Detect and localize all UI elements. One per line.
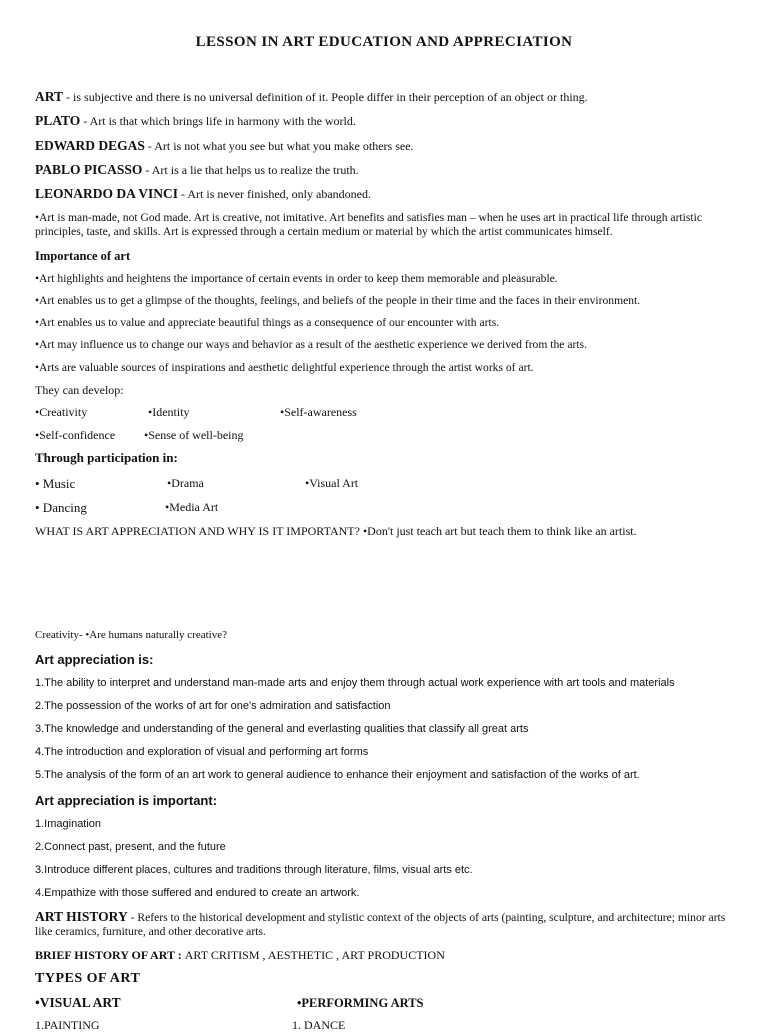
brief-history-text: ART CRITISM , AESTHETIC , ART PRODUCTION [184,948,445,962]
definition-term: EDWARD DEGAS [35,138,145,153]
important-item: 3.Introduce different places, cultures and traditions through literature, films, visual arts etc. [35,864,473,876]
definition-plato [35,114,738,128]
definition-degas [35,139,738,153]
appreciation-item: 3.The knowledge and understanding of the general and everlasting qualities that classify all great arts [35,723,529,735]
appreciation-item: 4.The introduction and exploration of visual and performing art forms [35,746,369,758]
types-partial-item: 1. DANCE [292,1018,346,1032]
participation-item: •Drama [167,476,204,490]
participation-item: • Dancing [35,500,87,515]
page-title: LESSON IN ART EDUCATION AND APPRECIATION [195,34,573,50]
definition-term: ART [35,89,64,104]
definition-term: PABLO PICASSO [35,162,143,177]
appreciation-item: 5.The analysis of the form of an art work to general audience to enhance their enjoyment and satisfaction of the works of art. [35,769,640,781]
important-heading: Art appreciation is important: [35,793,218,808]
develop-label: They can develop: [35,383,124,397]
art-history-term: ART HISTORY [35,909,128,924]
develop-item: •Self-awareness [280,405,357,419]
types-heading: TYPES OF ART [35,971,141,986]
types-partial-item: 1.PAINTING [35,1018,100,1032]
importance-item: •Art enables us to get a glimpse of the thoughts, feelings, and beliefs of the people in their time and the faces in their environment. [35,294,641,307]
definition-text: - Art is never finished, only abandoned. [178,187,371,201]
brief-history-line [35,948,738,962]
types-performing-arts: •PERFORMING ARTS [297,996,424,1010]
participation-item: •Media Art [165,500,219,514]
intro-paragraph: •Art is man-made, not God made. Art is creative, not imitative. Art benefits and satisfies man – when he uses art in practical life through artistic principles, taste, and skills. Art is expressed through a certain medium or material by which the artist communicates himself. [35,211,702,238]
develop-item: •Self-confidence [35,428,116,442]
participation-item: •Visual Art [305,476,359,490]
important-item: 2.Connect past, present, and the future [35,841,226,853]
definition-text: - Art is a lie that helps us to realize the truth. [142,163,359,177]
brief-history-term: BRIEF HISTORY OF ART : [35,948,185,962]
definition-art [35,90,738,104]
important-item: 1.Imagination [35,818,102,830]
appreciation-item: 2.The possession of the works of art for one's admiration and satisfaction [35,700,391,712]
definition-term: PLATO [35,113,81,128]
importance-item: •Art highlights and heightens the importance of certain events in order to keep them memorable and pleasurable. [35,272,558,285]
art-history-text: - Refers to the historical development and stylistic context of the objects of arts (painting, sculpture, and architecture; minor arts like ceramics, furniture, and other decorative arts. [35,911,726,938]
importance-item: •Art enables us to value and appreciate beautiful things as a consequence of our encounter with arts. [35,316,500,329]
importance-heading: Importance of art [35,249,131,263]
types-visual-art: •VISUAL ART [35,995,121,1010]
creativity-line: Creativity- •Are humans naturally creative? [35,629,227,641]
participation-item: • Music [35,476,76,491]
importance-item: •Arts are valuable sources of inspirations and aesthetic delightful experience through the artist works of art. [35,361,534,374]
importance-item: •Art may influence us to change our ways and behavior as a result of the aesthetic experience we derived from the arts. [35,338,587,351]
question-line: WHAT IS ART APPRECIATION AND WHY IS IT IMPORTANT? •Don't just teach art but teach them to think like an artist. [35,524,637,538]
definition-text: - Art is not what you see but what you make others see. [144,139,414,153]
definition-text: - Art is that which brings life in harmony with the world. [80,114,356,128]
appreciation-item: 1.The ability to interpret and understand man-made arts and enjoy them through actual work experience with art tools and materials [35,677,675,689]
develop-item: •Creativity [35,405,88,419]
appreciation-heading: Art appreciation is: [35,652,154,667]
develop-item: •Sense of well-being [144,428,244,442]
definition-picasso [35,163,738,177]
definition-term: LEONARDO DA VINCI [35,186,179,201]
important-item: 4.Empathize with those suffered and endured to create an artwork. [35,887,360,899]
definition-text: - is subjective and there is no universal definition of it. People differ in their perception of an object or thing. [63,90,588,104]
develop-item: •Identity [148,405,190,419]
definition-da-vinci [35,187,738,201]
art-history-paragraph [35,910,738,939]
participation-heading: Through participation in: [35,450,178,465]
